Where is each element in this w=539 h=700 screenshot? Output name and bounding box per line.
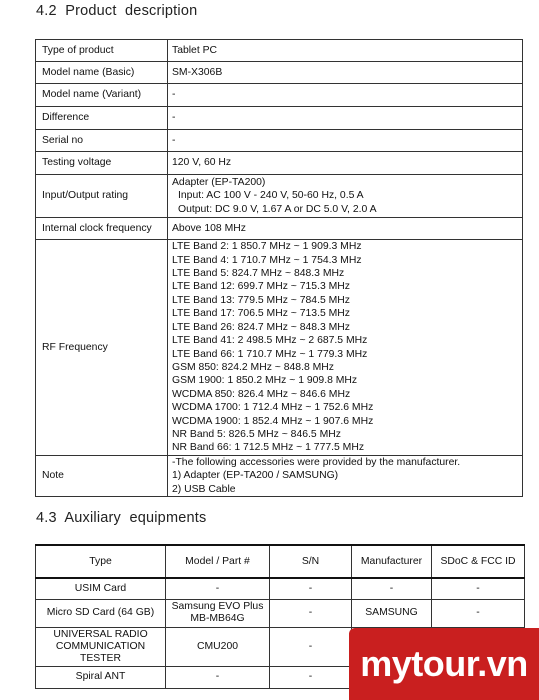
table-cell: -	[270, 666, 352, 688]
section-4-3-heading: 4.3 Auxiliary equipments	[36, 510, 207, 526]
column-header: SDoC & FCC ID	[432, 545, 525, 578]
row-label: Testing voltage	[36, 152, 168, 175]
table-row	[36, 599, 525, 627]
table-row	[36, 40, 523, 62]
table-cell: Micro SD Card (64 GB)	[36, 599, 166, 627]
table-row	[36, 240, 523, 456]
table-row	[36, 218, 523, 240]
row-label: Note	[36, 456, 168, 497]
table-row	[36, 62, 523, 84]
rf-frequency-list: LTE Band 2: 1 850.7 MHz ~ 1 909.3 MHz LTE Band 4: 1 710.7 MHz ~ 1 754.3 MHz LTE Band 5: 824.7 MHz ~ 848.3 MHz LTE Band 12: 699.7 MHz ~ 715.3 MHz LTE Band 13: 779.5 MHz ~ 784.5 MHz LTE Band 17: 706.5 MHz ~ 713.5 MHz LTE Band 26: 824.7 MHz ~ 848.3 MHz LTE Band 41: 2 498.5 MHz ~ 2 687.5 MHz LTE Band 66: 1 710.7 MHz ~ 1 779.3 MHz GSM 850: 824.2 MHz ~ 848.8 MHz GSM 1900: 1 850.2 MHz ~ 1 909.8 MHz WCDMA 850: 826.4 MHz ~ 846.6 MHz WCDMA 1700: 1 712.4 MHz ~ 1 752.6 MHz WCDMA 1900: 1 852.4 MHz ~ 1 907.6 MHz NR Band 5: 826.5 MHz ~ 846.5 MHz NR Band 66: 1 712.5 MHz ~ 1 777.5 MHz	[168, 240, 523, 456]
table-cell: -	[270, 578, 352, 599]
row-value: 120 V, 60 Hz	[168, 152, 523, 175]
mytour-watermark-logo: mytour.vn	[349, 628, 539, 700]
table-row	[36, 152, 523, 175]
row-value: -The following accessories were provided by the manufacturer. 1) Adapter (EP-TA200 / SAMSUNG) 2) USB Cable	[168, 456, 523, 497]
column-header: S/N	[270, 545, 352, 578]
table-row	[36, 84, 523, 107]
column-header: Model / Part #	[166, 545, 270, 578]
table-row	[36, 578, 525, 599]
row-value: -	[168, 84, 523, 107]
table-cell: -	[352, 578, 432, 599]
table-cell: SAMSUNG	[352, 599, 432, 627]
table-cell: Samsung EVO Plus MB-MB64G	[166, 599, 270, 627]
row-label: Internal clock frequency	[36, 218, 168, 240]
row-value: Adapter (EP-TA200) Input: AC 100 V - 240 V, 50-60 Hz, 0.5 A Output: DC 9.0 V, 1.67 A or DC 5.0 V, 2.0 A	[168, 175, 523, 218]
table-cell: USIM Card	[36, 578, 166, 599]
table-header-row	[36, 545, 525, 578]
table-row	[36, 456, 523, 497]
column-header: Manufacturer	[352, 545, 432, 578]
table-cell: UNIVERSAL RADIO COMMUNICATION TESTER	[36, 627, 166, 666]
row-label: Difference	[36, 107, 168, 130]
table-row	[36, 107, 523, 130]
table-cell: CMU200	[166, 627, 270, 666]
row-value: Above 108 MHz	[168, 218, 523, 240]
row-value: -	[168, 130, 523, 152]
table-cell: -	[270, 627, 352, 666]
row-label: Input/Output rating	[36, 175, 168, 218]
table-row	[36, 130, 523, 152]
table-cell: -	[432, 599, 525, 627]
row-label: Model name (Basic)	[36, 62, 168, 84]
table-cell: -	[270, 599, 352, 627]
table-cell: -	[166, 578, 270, 599]
row-value: Tablet PC	[168, 40, 523, 62]
table-cell: -	[166, 666, 270, 688]
row-value: SM-X306B	[168, 62, 523, 84]
row-label: RF Frequency	[36, 240, 168, 456]
row-value: -	[168, 107, 523, 130]
section-4-2-heading: 4.2 Product description	[36, 3, 198, 19]
row-label: Serial no	[36, 130, 168, 152]
row-label: Model name (Variant)	[36, 84, 168, 107]
row-label: Type of product	[36, 40, 168, 62]
table-cell: -	[432, 578, 525, 599]
table-row	[36, 175, 523, 218]
column-header: Type	[36, 545, 166, 578]
product-description-table	[35, 39, 523, 497]
table-cell: Spiral ANT	[36, 666, 166, 688]
